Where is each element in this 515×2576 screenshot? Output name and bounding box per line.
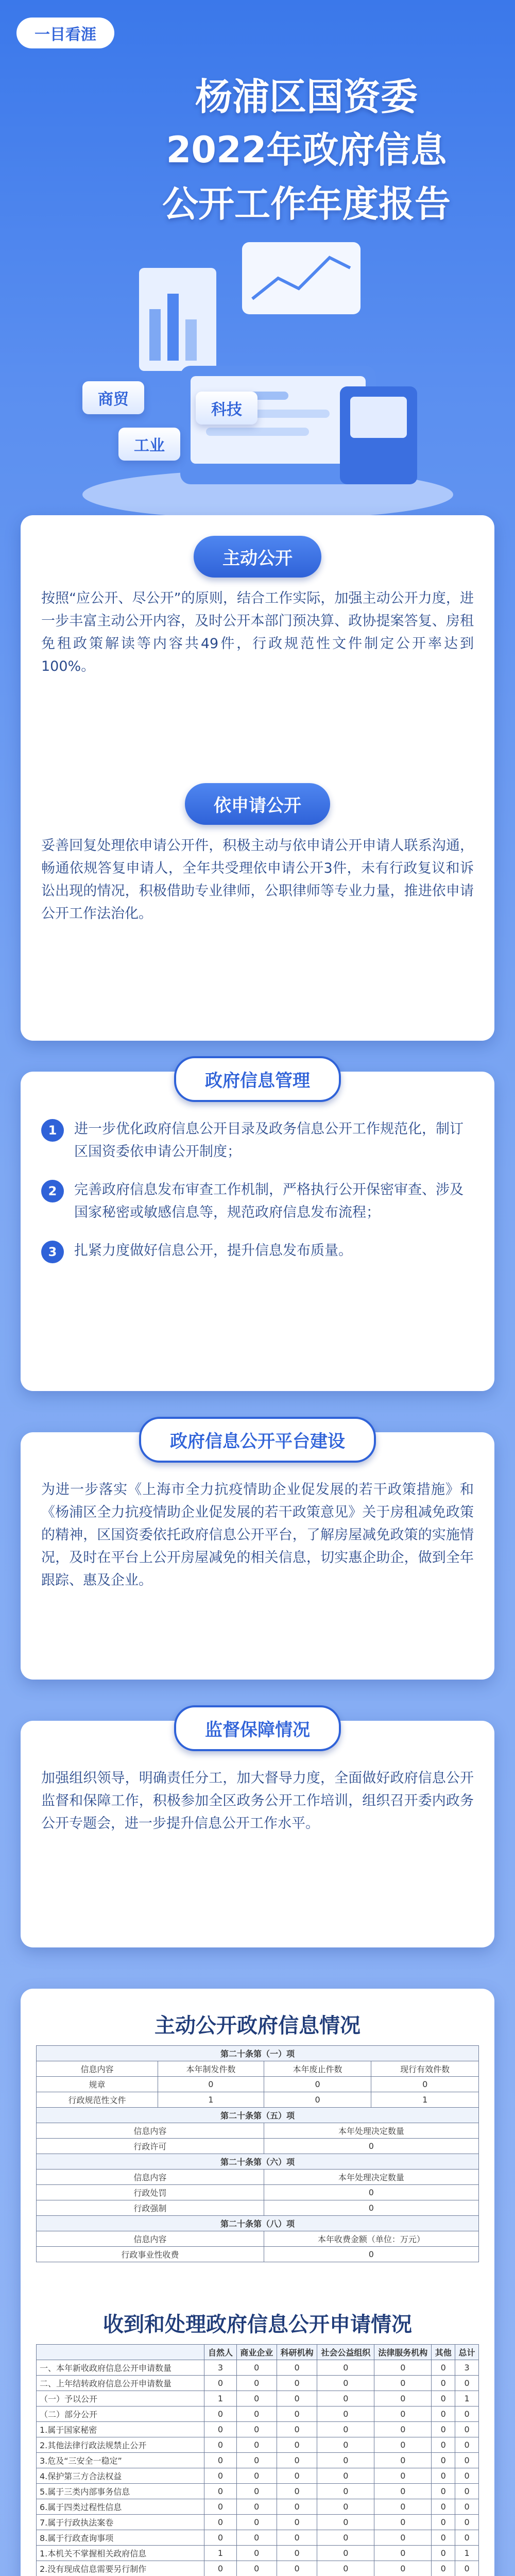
supervision-text: 加强组织领导，明确责任分工，加大督导力度，全面做好政府信息公开监督和保障工作，积极参加全区政务公开工作培训，组织召开委内政务公开专题会，进一步提升信息公开工作水平。 xyxy=(41,1770,474,1832)
table-row: 6.属于四类过程性信息 0 0 0 0 0 0 0 xyxy=(37,2499,479,2515)
table-row: 7.属于行政执法案卷 0 0 0 0 0 0 0 xyxy=(37,2515,479,2530)
table1: 第二十条第（一）项 信息内容 本年制发件数 本年废止件数 现行有效件数 规章 0 0 0 行政规范性文件 1 0 1 第二十条第（五）项 信息内容 本年处理决定数量 行政许可 0 第二十条第（六）项 信息内容 本年处理决定数量 行政处罚 0 行政强制 0 第二十条第（八）项 信息内容 本年收费金额（单位：万元） 行政事业性收费 0 xyxy=(36,2045,479,2262)
tag-trade: 商贸 xyxy=(82,381,144,414)
tag-tech: 科技 xyxy=(196,392,258,425)
table-row: （一）予以公开 1 0 0 0 0 0 1 xyxy=(37,2391,479,2406)
tag-industry: 工业 xyxy=(118,428,180,461)
hero xyxy=(0,0,515,556)
section-title-management: 政府信息管理 xyxy=(174,1056,341,1102)
table2: 自然人 商业企业 科研机构 社会公益组织 法律服务机构 其他 总计 一、本年新收政府信息公开申请数量 3 0 0 0 0 0 3 二、上年结转政府信息公开申请数量 0 0 0 0 0 0 0 （一）予以公开 1 0 0 0 0 0 1 （二）部分公开 0 0 0 0 0 0 0 1.属于国家秘密 0 0 0 0 0 0 0 2.其他法律行政法规禁止公开 0 0 0 0 0 0 0 3.危及“三安全一稳定” 0 0 0 0 0 0 0 4.保护第三方合法权益 0 0 0 0 0 0 0 5.属于三类内部事务信息 0 0 0 0 0 0 0 6.属于四类过程性信息 0 0 0 0 0 0 0 7.属于行政执法案卷 0 0 0 0 0 0 0 8.属于行政查询事项 0 0 0 0 0 0 0 1.本机关不掌握相关政府信息 1 0 0 0 0 0 1 2.没有现成信息需要另行制作 0 0 0 0 0 0 0 xyxy=(36,2344,479,2576)
panel-management xyxy=(21,1072,494,1391)
page-title-line3: 公开工作年度报告 xyxy=(162,183,451,225)
page-title-line1: 杨浦区国资委 xyxy=(195,75,418,118)
table-row: 3.危及“三安全一稳定” 0 0 0 0 0 0 0 xyxy=(37,2453,479,2468)
section-title-active: 主动公开 xyxy=(194,536,321,578)
table-row: 2.其他法律行政法规禁止公开 0 0 0 0 0 0 0 xyxy=(37,2437,479,2453)
active-text: 按照“应公开、尽公开”的原则，结合工作实际，加强主动公开力度，进一步丰富主动公开内容，及时公开本部门预决算、政协提案答复、房租免租政策解读等内容共49件，行政规范性文件制定公开率达到100%。 xyxy=(41,590,474,674)
page-title-line2: 2022年政府信息 xyxy=(166,129,447,171)
panel-supervision xyxy=(21,1721,494,1947)
table-row: 8.属于行政查询事项 0 0 0 0 0 0 0 xyxy=(37,2530,479,2546)
brand-logo: 一目看涯 xyxy=(16,18,114,48)
management-item: 3 扎紧力度做好信息公开，提升信息发布质量。 xyxy=(41,1240,474,1263)
panel-disclosure xyxy=(21,515,494,1041)
panel-tables xyxy=(21,1989,494,2576)
table-row: 5.属于三类内部事务信息 0 0 0 0 0 0 0 xyxy=(37,2484,479,2499)
table-row: 1.属于国家秘密 0 0 0 0 0 0 0 xyxy=(37,2422,479,2437)
table-row: 4.保护第三方合法权益 0 0 0 0 0 0 0 xyxy=(37,2468,479,2484)
table-row: 1.本机关不掌握相关政府信息 1 0 0 0 0 0 1 xyxy=(37,2546,479,2561)
management-item: 2 完善政府信息发布审查工作机制，严格执行公开保密审查、涉及国家秘密或敏感信息等，规范政府信息发布流程； xyxy=(41,1179,474,1224)
table1-title: 主动公开政府信息情况 xyxy=(154,2014,360,2038)
platform-text: 为进一步落实《上海市全力抗疫情助企业促发展的若干政策措施》和《杨浦区全力抗疫情助企业促发展的若干政策意见》关于房租减免政策的精神，区国资委依托政府信息公开平台，了解房屋减免政策的实施情况，及时在平台上公开房屋减免的相关信息，切实惠企助企，做到全年跟踪、惠及企业。 xyxy=(41,1482,474,1588)
table-row: （二）部分公开 0 0 0 0 0 0 0 xyxy=(37,2406,479,2422)
bullet-number: 1 xyxy=(41,1119,64,1142)
bullet-number: 2 xyxy=(41,1180,64,1202)
apply-text: 妥善回复处理依申请公开件，积极主动与依申请公开申请人联系沟通，畅通依规答复申请人，全年共受理依申请公开3件，未有行政复议和诉讼出现的情况，积极借助专业律师，公职律师等专业力量，推进依申请公开工作法治化。 xyxy=(41,838,474,922)
management-item: 1 进一步优化政府信息公开目录及政务信息公开工作规范化，制订区国资委依申请公开制度； xyxy=(41,1118,474,1163)
table-row: 2.没有现成信息需要另行制作 0 0 0 0 0 0 0 xyxy=(37,2561,479,2576)
bullet-number: 3 xyxy=(41,1241,64,1263)
panel-platform xyxy=(21,1432,494,1680)
section-title-platform: 政府信息公开平台建设 xyxy=(139,1417,376,1463)
section-title-apply: 依申请公开 xyxy=(185,783,330,825)
table-row: 二、上年结转政府信息公开申请数量 0 0 0 0 0 0 0 xyxy=(37,2376,479,2391)
section-title-supervision: 监督保障情况 xyxy=(174,1705,341,1751)
table2-title: 收到和处理政府信息公开申请情况 xyxy=(103,2313,412,2336)
table-row: 一、本年新收政府信息公开申请数量 3 0 0 0 0 0 3 xyxy=(37,2360,479,2376)
